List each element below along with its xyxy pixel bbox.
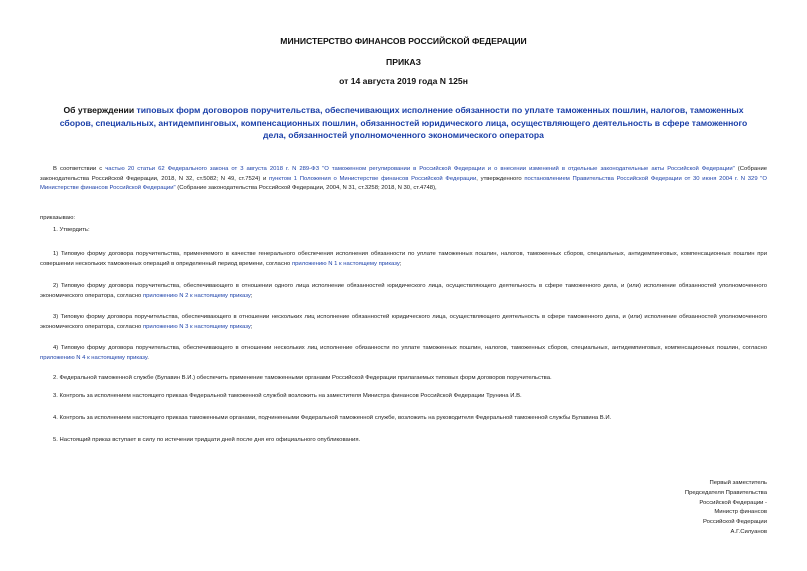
document-title — [48, 104, 759, 142]
preamble-text-2: (Собрание законодательства Российской Федерации, 2018, N 32, ст.5082; N 49, ст.7524) и — [40, 166, 768, 182]
preamble-text-1: В соответствии с — [53, 166, 106, 172]
subitem-1 — [40, 250, 767, 269]
subitem-1-text: 1) Типовую форму договора поручительства, применяемого в качестве генерального обеспечения исполнения обязанности по уплате таможенных пошлин, налогов, таможенных сборов, специальных, антидемпинговых, компенсационных пошлин при совершении нескольких таможенных операций в определенный период времени, согласно — [40, 251, 767, 267]
federal-law-link[interactable]: частью 20 статьи 62 Федерального закона от 3 августа 2018 г. N 289-ФЗ "О таможенном регулировании в Российской Федерации и о внесении изменений в отдельные законодательные акты Российской Федерации" — [105, 166, 735, 172]
ministry-heading: МИНИСТЕРСТВО ФИНАНСОВ РОССИЙСКОЙ ФЕДЕРАЦИИ — [280, 36, 527, 46]
signature-block — [600, 479, 767, 538]
title-link[interactable]: типовых форм договоров поручительства, обеспечивающих исполнение обязанности по уплате таможенных пошлин, налогов, таможенных сборов, специальных, антидемпинговых, компенсационных пошлин, обязанностей юридического лица, осуществляющего деятельность в сфере таможенного дела, обязанностей уполномоченного экономического оператора — [59, 105, 748, 141]
preamble-text-4: (Собрание законодательства Российской Федерации, 2004, N 31, ст.3258; 2018, N 30, ст.4748), — [175, 185, 437, 192]
subitem-4-end: . — [147, 354, 149, 361]
subitem-3-end: ; — [250, 323, 253, 330]
regulation-link[interactable]: пунктом 1 Положения о Министерстве финансов Российской Федерации — [269, 175, 477, 182]
order-word: приказываю: — [40, 215, 76, 221]
subitem-4 — [40, 344, 767, 363]
preamble — [40, 165, 767, 194]
item-2: 2. Федеральной таможенной службе (Булавин В.И.) обеспечить применение таможенными органами Российской Федерации прилагаемых типовых форм договоров поручительства. — [53, 375, 552, 381]
subitem-2 — [40, 282, 767, 301]
appendix-1-link[interactable]: приложению N 1 к настоящему приказу — [291, 260, 400, 267]
signature-line-5: Российской Федерации — [702, 519, 767, 526]
item-4: 4. Контроль за исполнением настоящего приказа таможенными органами, подчиненными Федеральной таможенной службе, возложить на руководителя Федеральной таможенной службы Булавина В.И. — [53, 415, 612, 421]
subitem-3-text: 3) Типовую форму договора поручительства, обеспечивающего в отношении нескольких лиц исполнение обязанностей юридического лица, осуществляющего деятельность в сфере таможенного дела, и (или) исполнение обязанностей уполномоченного экономического оператора, согласно — [40, 314, 767, 330]
item-3: 3. Контроль за исполнением настоящего приказа Федеральной таможенной службой возложить на заместителя Министра финансов Российской Федерации Трунина И.В. — [53, 393, 522, 399]
doc-type-heading: ПРИКАЗ — [386, 57, 421, 67]
subitem-4-text: 4) Типовую форму договора поручительства, обеспечивающего в отношении нескольких лиц исполнение обязанности по уплате таможенных пошлин, налогов, таможенных сборов, специальных, антидемпинговых, компенсационных пошлин, согласно — [53, 345, 767, 351]
appendix-4-link[interactable]: приложению N 4 к настоящему приказу — [40, 354, 148, 361]
government-resolution-link[interactable]: постановлением Правительства Российской Федерации от 30 июня 2004 г. N 329 "О Министерстве финансов Российской Федерации" — [40, 175, 767, 192]
subitem-2-text: 2) Типовую форму договора поручительства, обеспечивающего в отношении одного лица исполнение обязанностей юридического лица, осуществляющего деятельность в сфере таможенного дела, и (или) исполнение обязанностей уполномоченного экономического оператора, согласно — [40, 283, 767, 299]
preamble-text-3: , утвержденного — [476, 175, 525, 182]
item-1: 1. Утвердить: — [53, 227, 90, 233]
signature-line-4: Министр финансов — [714, 509, 767, 516]
date-number-heading: от 14 августа 2019 года N 125н — [339, 76, 468, 86]
subitem-3 — [40, 313, 767, 332]
signature-line-1: Первый заместитель — [709, 480, 767, 486]
appendix-3-link[interactable]: приложению N 3 к настоящему приказу — [142, 323, 251, 330]
subitem-2-end: ; — [250, 292, 253, 299]
signature-line-3: Российской Федерации - — [699, 499, 767, 506]
title-prefix: Об утверждении — [63, 105, 137, 115]
signatory-name: А.Г.Силуанов — [730, 528, 767, 535]
subitem-1-end: ; — [399, 260, 402, 267]
signature-line-2: Председателя Правительства — [684, 489, 767, 496]
item-5: 5. Настоящий приказ вступает в силу по истечении тридцати дней после дня его официального опубликования. — [53, 437, 361, 443]
appendix-2-link[interactable]: приложению N 2 к настоящему приказу — [142, 292, 251, 299]
